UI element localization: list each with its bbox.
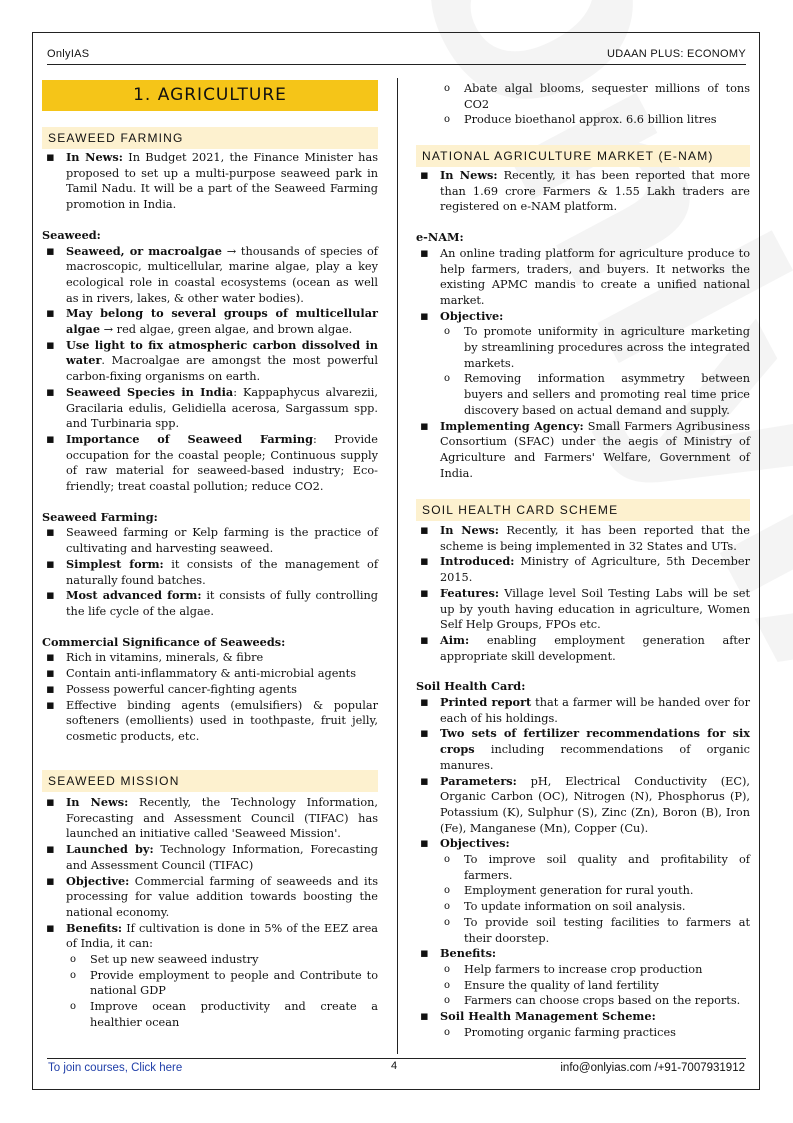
sub-list-item: o Abate algal blooms, sequester millions of tons CO2 [416, 81, 750, 112]
list-item: ▪ Objectives: [416, 836, 750, 852]
sub-list-item: o Set up new seaweed industry [42, 952, 378, 968]
chapter-title: 1. AGRICULTURE [42, 80, 378, 111]
subheading-enam: e-NAM: [416, 230, 464, 245]
contact-info: info@onlyias.com /+91-7007931912 [560, 1062, 745, 1074]
list-item: ▪ Launched by: Technology Information, Forecasting and Assessment Council (TIFAC) [42, 842, 378, 873]
list-item: ▪ Soil Health Management Scheme: [416, 1009, 750, 1025]
list-item: ▪ In News: In Budget 2021, the Finance Minister has proposed to set up a multi-purpose seaweed park in Tamil Nadu. It will be a part of the Seaweed Farming promotion in India. [42, 150, 378, 213]
footer-rule [47, 1058, 746, 1059]
seaweed-farming-body [42, 150, 378, 745]
sub-list-item: o Promoting organic farming practices [416, 1025, 750, 1041]
list-item: ▪ Objective: [416, 309, 750, 325]
sub-list-item: o Improve ocean productivity and create a healthier ocean [42, 999, 378, 1030]
sub-list-item: o Farmers can choose crops based on the reports. [416, 993, 750, 1009]
list-item: ▪ Possess powerful cancer-fighting agents [42, 682, 378, 698]
section-heading-enam: NATIONAL AGRICULTURE MARKET (E-NAM) [416, 145, 750, 167]
subheading-soil-health-card: Soil Health Card: [416, 679, 526, 694]
column-divider [397, 78, 398, 1054]
list-item: ▪ Features: Village level Soil Testing Labs will be set up by youth having education in agriculture, Women Self Help Groups, FPOs etc. [416, 586, 750, 633]
list-item: ▪ Two sets of fertilizer recommendations for six crops including recommendations of organic manures. [416, 726, 750, 773]
sub-list-item: o To promote uniformity in agriculture marketing by streamlining procedures across the integrated markets. [416, 324, 750, 371]
section-heading-seaweed-mission: SEAWEED MISSION [42, 770, 378, 792]
list-item: ▪ Rich in vitamins, minerals, & fibre [42, 650, 378, 666]
seaweed-mission-continued [416, 81, 750, 128]
sub-list-item: o Help farmers to increase crop production [416, 962, 750, 978]
join-courses-link[interactable]: To join courses, Click here [48, 1062, 183, 1074]
list-item: ▪ In News: Recently, it has been reported that more than 1.69 crore Farmers & 1.55 Lakh traders are registered on e-NAM platform. [416, 168, 750, 215]
list-item: ▪ An online trading platform for agriculture produce to help farmers, traders, and buyers. It networks the existing APMC mandis to create a unified national market. [416, 246, 750, 309]
list-item: ▪ Parameters: pH, Electrical Conductivity (EC), Organic Carbon (OC), Nitrogen (N), Phosphorus (P), Potassium (K), Sulphur (S), Zinc (Zn), Boron (B), Iron (Fe), Manganese (Mn), Copper (Cu). [416, 774, 750, 837]
seaweed-mission-body [42, 795, 378, 1031]
list-item: ▪ Printed report that a farmer will be handed over for each of his holdings. [416, 695, 750, 726]
list-item: ▪ In News: Recently, the Technology Information, Forecasting and Assessment Council (TIFAC) has launched an initiative called 'Seaweed Mission'. [42, 795, 378, 842]
header-book-title: UDAAN PLUS: ECONOMY [607, 48, 746, 60]
section-heading-seaweed-farming: SEAWEED FARMING [42, 127, 378, 149]
sub-list-item: o Produce bioethanol approx. 6.6 billion litres [416, 112, 750, 128]
subheading-commercial: Commercial Significance of Seaweeds: [42, 634, 286, 649]
sub-list-item: o Ensure the quality of land fertility [416, 978, 750, 994]
list-item: ▪ Benefits: [416, 946, 750, 962]
page-number: 4 [391, 1060, 398, 1072]
list-item: ▪ Importance of Seaweed Farming: Provide occupation for the coastal people; Continuous supply of raw material for seaweed-based industry; Eco-friendly; treat coastal pollution; reduce CO2. [42, 432, 378, 495]
list-item: ▪ Use light to fix atmospheric carbon dissolved in water. Macroalgae are amongst the most powerful carbon-fixing organisms on earth. [42, 338, 378, 385]
list-item: ▪ Aim: enabling employment generation after appropriate skill development. [416, 633, 750, 664]
header-brand: OnlyIAS [47, 48, 90, 60]
soil-health-card-body [416, 523, 750, 1041]
page-header [47, 48, 746, 64]
header-rule [47, 64, 746, 65]
list-item: ▪ In News: Recently, it has been reported that the scheme is being implemented in 32 States and UTs. [416, 523, 750, 554]
list-item: ▪ Implementing Agency: Small Farmers Agribusiness Consortium (SFAC) under the aegis of Ministry of Agriculture and Farmers' Welfare, Government of India. [416, 419, 750, 482]
sub-list-item: o To improve soil quality and profitability of farmers. [416, 852, 750, 883]
enam-body [416, 168, 750, 481]
list-item: ▪ Objective: Commercial farming of seaweeds and its processing for value addition towards boosting the national economy. [42, 874, 378, 921]
sub-list-item: o To provide soil testing facilities to farmers at their doorstep. [416, 915, 750, 946]
sub-list-item: o To update information on soil analysis. [416, 899, 750, 915]
section-heading-soil-health-card: SOIL HEALTH CARD SCHEME [416, 499, 750, 521]
sub-list-item: o Provide employment to people and Contribute to national GDP [42, 968, 378, 999]
sub-list-item: o Removing information asymmetry between buyers and sellers and promoting real time price discovery based on actual demand and supply. [416, 371, 750, 418]
list-item: ▪ Effective binding agents (emulsifiers) & popular softeners (emollients) used in toothpaste, fruit jelly, cosmetic products, etc. [42, 698, 378, 745]
list-item: ▪ Most advanced form: it consists of fully controlling the life cycle of the algae. [42, 588, 378, 619]
subheading-seaweed-farming: Seaweed Farming: [42, 509, 158, 524]
list-item: ▪ Simplest form: it consists of the management of naturally found batches. [42, 557, 378, 588]
sub-list-item: o Employment generation for rural youth. [416, 883, 750, 899]
list-item: ▪ Benefits: If cultivation is done in 5% of the EEZ area of India, it can: [42, 921, 378, 952]
list-item: ▪ Introduced: Ministry of Agriculture, 5th December 2015. [416, 554, 750, 585]
list-item: ▪ Seaweed Species in India: Kappaphycus alvarezii, Gracilaria edulis, Gelidiella acerosa, Sargassum spp. and Turbinaria spp. [42, 385, 378, 432]
subheading-seaweed: Seaweed: [42, 227, 101, 242]
list-item: ▪ May belong to several groups of multicellular algae → red algae, green algae, and brown algae. [42, 306, 378, 337]
list-item: ▪ Seaweed farming or Kelp farming is the practice of cultivating and harvesting seaweed. [42, 525, 378, 556]
list-item: ▪ Contain anti-inflammatory & anti-microbial agents [42, 666, 378, 682]
list-item: ▪ Seaweed, or macroalgae → thousands of species of macroscopic, multicellular, marine algae, play a key ecological role in coastal ecosystems (ocean as well as in rivers, lakes, & other water bodies). [42, 244, 378, 307]
